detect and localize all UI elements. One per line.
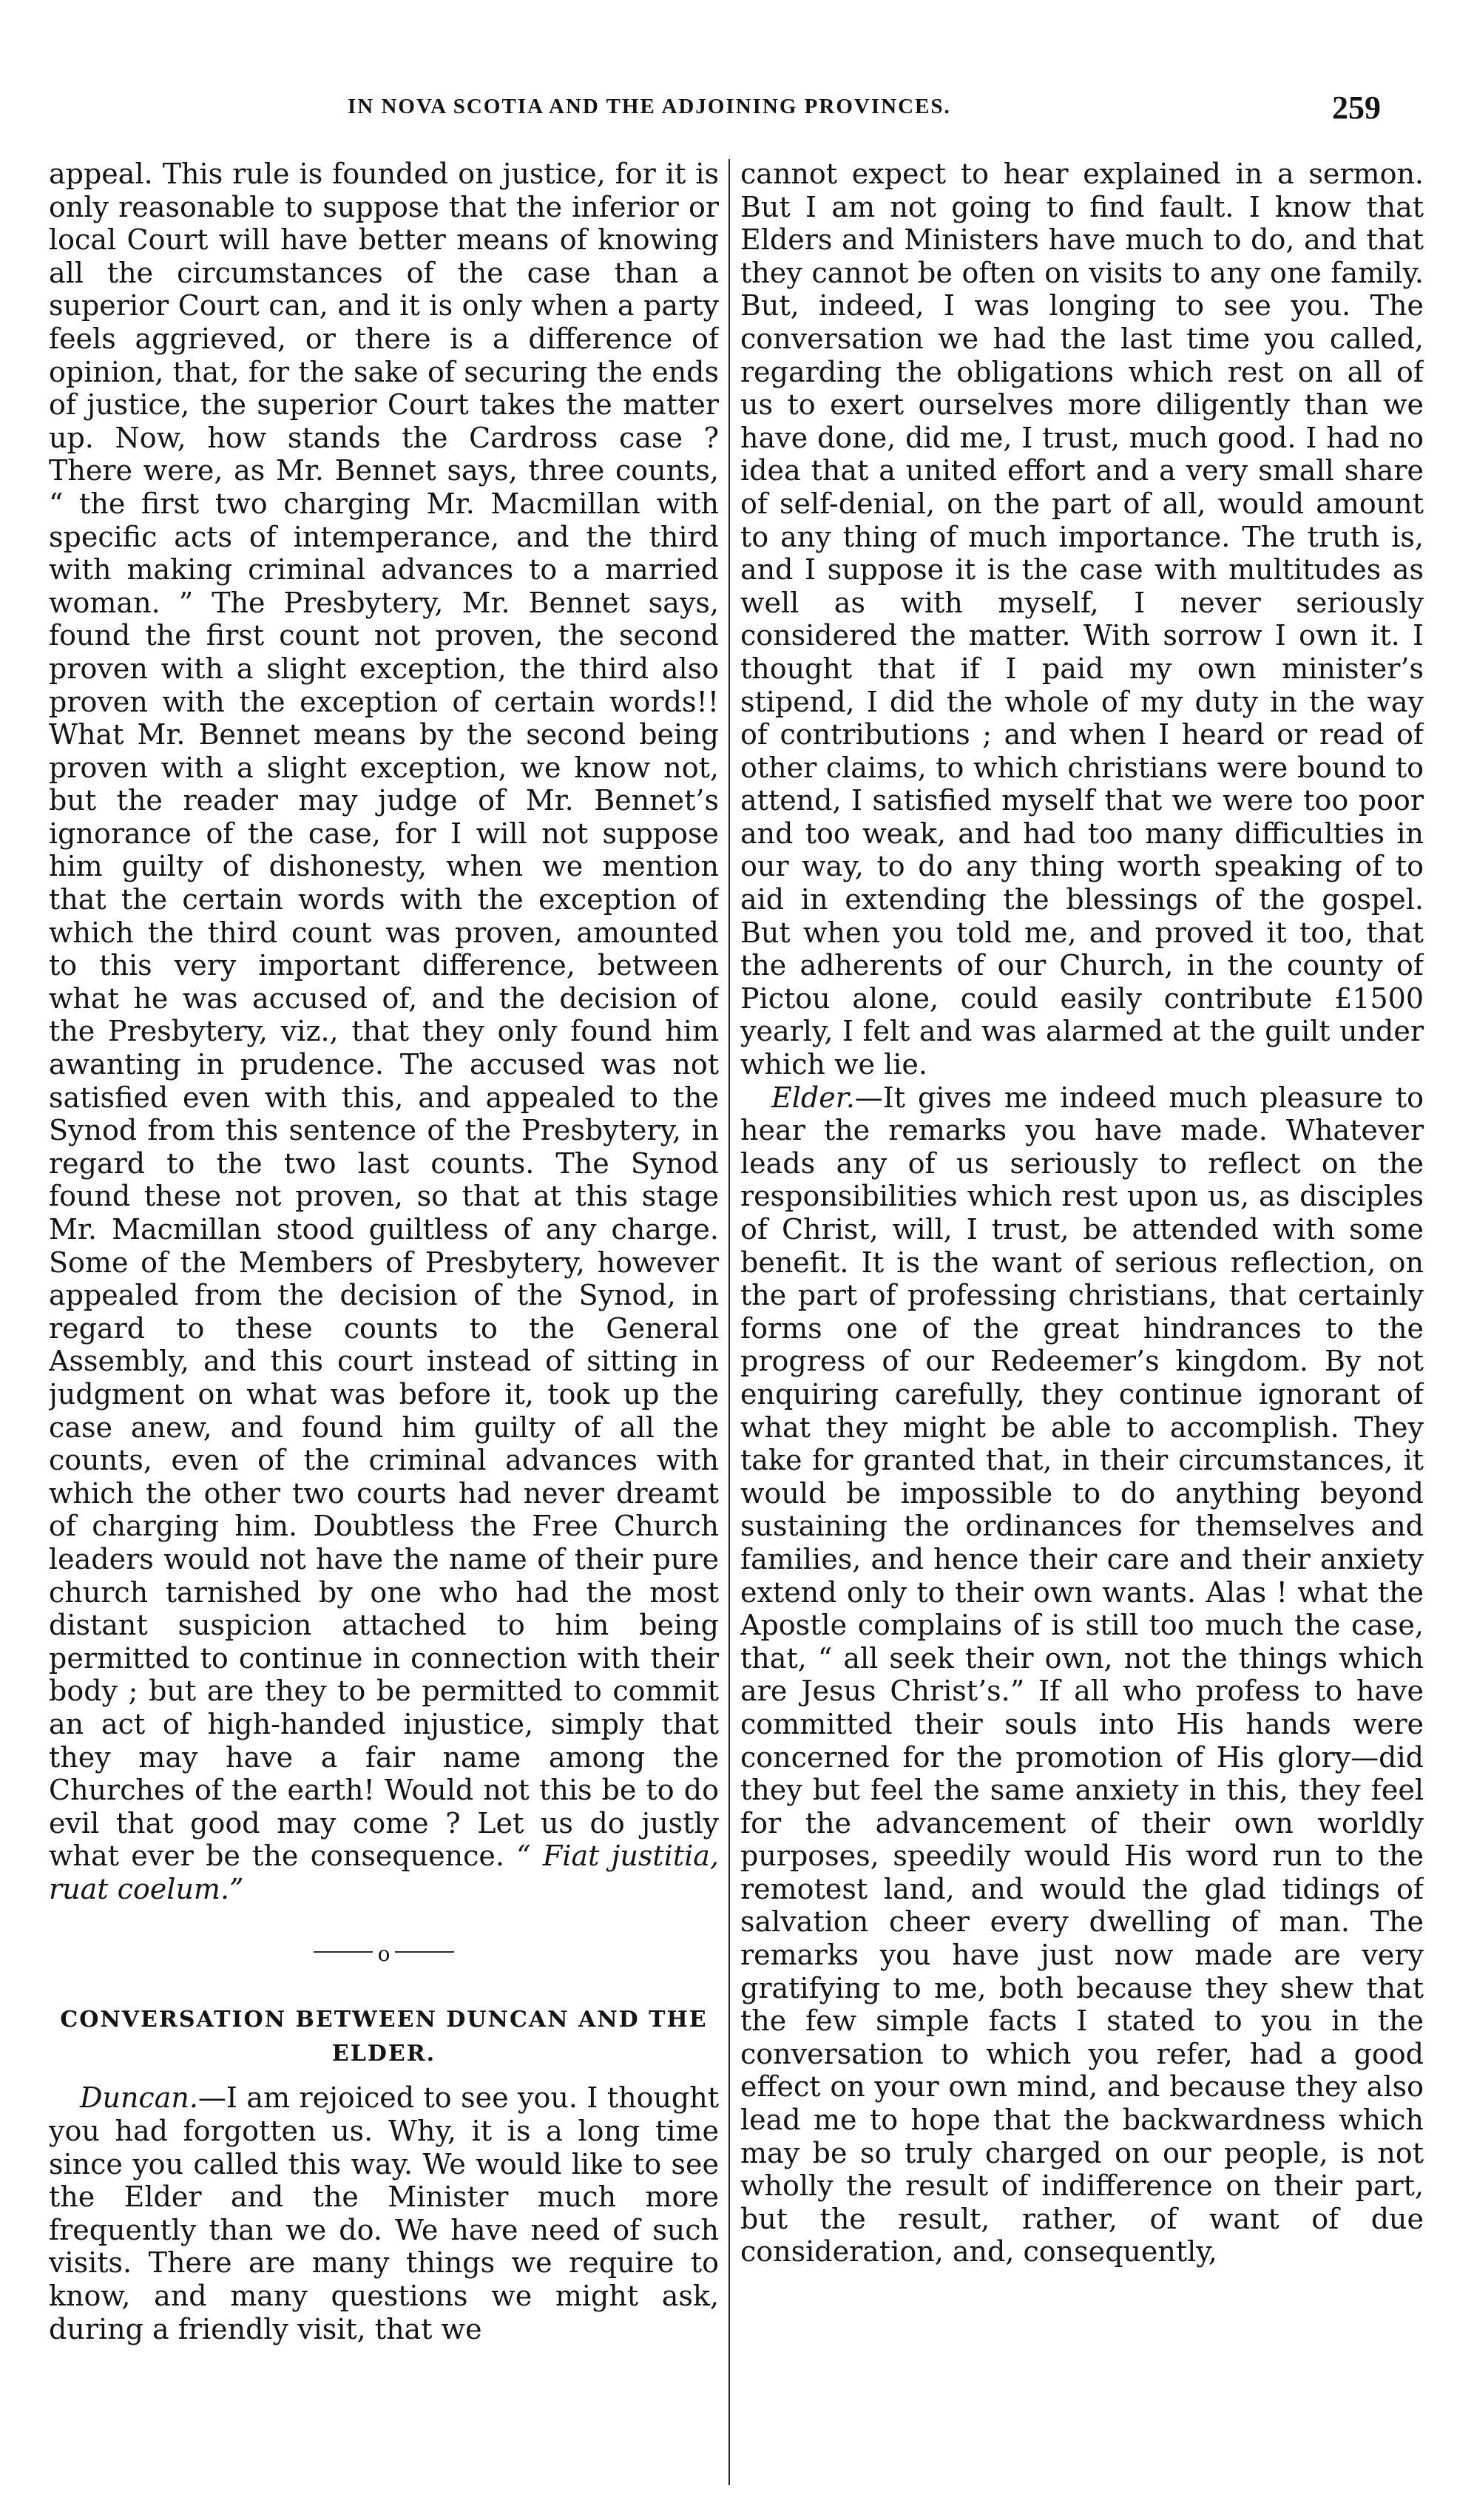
divider-line-right (395, 1951, 454, 1953)
section-title: CONVERSATION BETWEEN DUNCAN AND THE ELDER. (60, 2007, 708, 2067)
article-text: appeal. This rule is founded on justice, for it is only reasonable to suppose that the inferior or local Court will have better means of knowing all the circumstances of the case than a superior Court can, and it is only when a party feels aggrieved, or there is a difference of opinion, that, for the sake of securing the ends of justice, the superior Court takes the matter up. Now, how stands the Cardross case ? There were, as Mr. Bennet says, three counts, “ the first two charging Mr. Macmillan with specific acts of intemperance, and the third with making criminal advances to a married woman. ” The Presbytery, Mr. Bennet says, found the first count not proven, the second proven with a slight exception, the third also proven with the exception of certain words!! What Mr. Bennet means by the second being proven with a slight exception, we know not, but the reader may judge of Mr. Bennet’s ignorance of the case, for I will not suppose him guilty of dishonesty, when we mention that the certain words with the exception of which the third count was proven, amounted to this very important difference, between what he was accused of, and the decision of the Presbytery, viz., that they only found him awanting in prudence. The accused was not satisfied even with this, and appealed to the Synod from this sentence of the Presbytery, in regard to the two last counts. The Synod found these not proven, so that at this stage Mr. Macmillan stood guiltless of any charge. Some of the Members of Presbytery, however appealed from the decision of the Synod, in regard to these counts to the General Assembly, and this court instead of sitting in judgment on what was before it, took up the case anew, and found him guilty of all the counts, even of the criminal advances with which the other two courts had never dreamt of charging him. Doubtless the Free Church leaders would not have the name of their pure church tarnished by one who had the most distant suspicion attached to him being permitted to continue in connection with their body ; but are they to be permitted to commit an act of high-handed injustice, simply that they may have a fair name among the Churches of the earth! Would not this be to do evil that good may come ? Let us do justly what ever be the consequence. (49, 158, 719, 1873)
dialogue-text: —I am rejoiced to see you. I thought you had forgotten us. Why, it is a long time since you called this way. We would like to see the Elder and the Minister much more frequently than we do. We have need of such visits. There are many things we require to know, and many questions we might ask, during a friendly visit, that we (49, 2081, 719, 2345)
column-divider (728, 159, 730, 2485)
divider-ornament: o (377, 1942, 391, 1967)
speaker-name: Duncan. (80, 2081, 198, 2115)
page-number: 259 (1332, 89, 1381, 126)
article-paragraph (49, 158, 719, 1905)
right-column (740, 158, 1424, 2495)
speaker-name: Elder. (771, 1081, 855, 1114)
dialogue-paragraph (740, 1081, 1424, 2269)
dialogue-paragraph: cannot expect to hear explained in a sermon. But I am not going to find fault. I know that Elders and Ministers have much to do, and that they cannot be often on visits to any one family. But, indeed, I was longing to see you. The conversation we had the last time you called, regarding the obligations which rest on all of us to exert ourselves more diligently than we have done, did me, I trust, much good. I had no idea that a united effort and a very small share of self-denial, on the part of all, would amount to any thing of much importance. The truth is, and I suppose it is the case with multitudes as well as with myself, I never seriously considered the matter. With sorrow I own it. I thought that if I paid my own minister’s stipend, I did the whole of my duty in the way of contributions ; and when I heard or read of other claims, to which christians were bound to attend, I satisfied myself that we were too poor and too weak, and had too many difficulties in our way, to do any thing worth speaking of to aid in extending the blessings of the gospel. But when you told me, and proved it too, that the adherents of our Church, in the county of Pictou alone, could easily contribute £1500 yearly, I felt and was alarmed at the guilt under which we lie. (740, 158, 1424, 1081)
left-column (49, 158, 719, 2495)
latin-motto: “ Fiat justitia, ruat coelum.” (49, 1840, 719, 1905)
dialogue-paragraph (49, 2081, 719, 2345)
running-header (0, 89, 1474, 130)
running-title: IN NOVA SCOTIA AND THE ADJOINING PROVINCES. (348, 95, 951, 118)
dialogue-text: —It gives me indeed much pleasure to hear the remarks you have made. Whatever leads any of us seriously to reflect on the responsibilities which rest upon us, as disciples of Christ, will, I trust, be attended with some benefit. It is the want of serious reflection, on the part of professing christians, that certainly forms one of the great hindrances to the progress of our Redeemer’s kingdom. By not enquiring carefully, they continue ignorant of what they might be able to accomplish. They take for granted that, in their circumstances, it would be impossible to do anything beyond sustaining the ordinances for themselves and families, and hence their care and their anxiety extend only to their own wants. Alas ! what the Apostle complains of is still too much the case, that, “ all seek their own, not the things which are Jesus Christ’s.” If all who profess to have committed their souls into His hands were concerned for the promotion of His glory—did they but feel the same anxiety in this, they feel for the advancement of their own worldly purposes, speedily would His word run to the remotest land, and would the glad tidings of salvation cheer every dwelling of man. The remarks you have just now made are very gratifying to me, both because they shew that the few simple facts I stated to you in the conversation to which you refer, had a good effect on your own mind, and because they also lead me to hope that the backwardness which may be so truly charged on our people, is not wholly the result of indifference on their part, but the result, rather, of want of due consideration, and, consequently, (740, 1081, 1424, 2269)
section-divider (314, 1942, 454, 1967)
divider-line-left (314, 1951, 373, 1953)
